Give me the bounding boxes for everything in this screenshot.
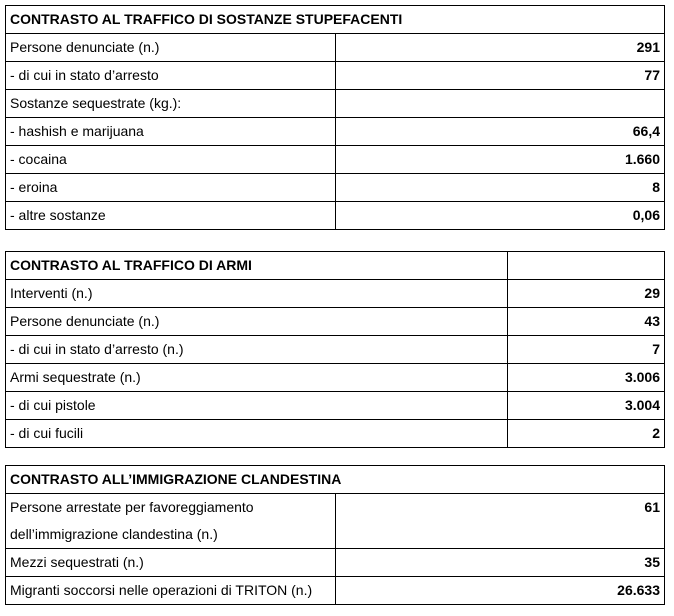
table-title: CONTRASTO AL TRAFFICO DI ARMI (6, 252, 508, 280)
row-value: 3.004 (508, 392, 665, 420)
row-label: - eroina (6, 174, 336, 202)
row-value: 35 (335, 549, 665, 577)
empty-header-cell (508, 252, 665, 280)
row-label: Interventi (n.) (6, 280, 508, 308)
table-row (6, 577, 665, 605)
table-row (6, 494, 665, 549)
row-label: Migranti soccorsi nelle operazioni di TRITON (n.) (6, 577, 336, 605)
table-row (6, 392, 665, 420)
illegal-immigration-table (5, 465, 665, 605)
table-row (6, 549, 665, 577)
row-value: 66,4 (335, 118, 665, 146)
row-label: Persone denunciate (n.) (6, 308, 508, 336)
table-row (6, 420, 665, 448)
table-title: CONTRASTO AL TRAFFICO DI SOSTANZE STUPEFACENTI (6, 6, 665, 34)
table-title: CONTRASTO ALL’IMMIGRAZIONE CLANDESTINA (6, 466, 665, 494)
row-label: Sostanze sequestrate (kg.): (6, 90, 336, 118)
table-row (6, 62, 665, 90)
table-row (6, 202, 665, 230)
row-label: - di cui fucili (6, 420, 508, 448)
table-row (6, 364, 665, 392)
row-label: Persone denunciate (n.) (6, 34, 336, 62)
row-value: 77 (335, 62, 665, 90)
row-value: 61 (335, 494, 665, 549)
row-value: 43 (508, 308, 665, 336)
row-label: Mezzi sequestrati (n.) (6, 549, 336, 577)
row-value: 26.633 (335, 577, 665, 605)
arms-trafficking-table (5, 251, 665, 448)
row-label: Persone arrestate per favoreggiamento dell’immigrazione clandestina (n.) (6, 494, 336, 549)
row-label: - di cui in stato d’arresto (n.) (6, 336, 508, 364)
row-value: 3.006 (508, 364, 665, 392)
table-header-row (6, 6, 665, 34)
row-value (335, 90, 665, 118)
row-label: - di cui in stato d’arresto (6, 62, 336, 90)
row-value: 29 (508, 280, 665, 308)
row-label: - hashish e marijuana (6, 118, 336, 146)
table-row (6, 280, 665, 308)
drug-trafficking-table (5, 5, 665, 230)
row-value: 291 (335, 34, 665, 62)
row-value: 7 (508, 336, 665, 364)
table-row (6, 336, 665, 364)
table-header-row (6, 252, 665, 280)
row-label: - altre sostanze (6, 202, 336, 230)
table-row (6, 174, 665, 202)
table-row (6, 308, 665, 336)
table-row (6, 118, 665, 146)
table-header-row (6, 466, 665, 494)
row-value: 2 (508, 420, 665, 448)
row-label: - cocaina (6, 146, 336, 174)
row-value: 1.660 (335, 146, 665, 174)
row-label: Armi sequestrate (n.) (6, 364, 508, 392)
table-row (6, 34, 665, 62)
table-row (6, 90, 665, 118)
table-row (6, 146, 665, 174)
row-value: 0,06 (335, 202, 665, 230)
row-label: - di cui pistole (6, 392, 508, 420)
row-value: 8 (335, 174, 665, 202)
